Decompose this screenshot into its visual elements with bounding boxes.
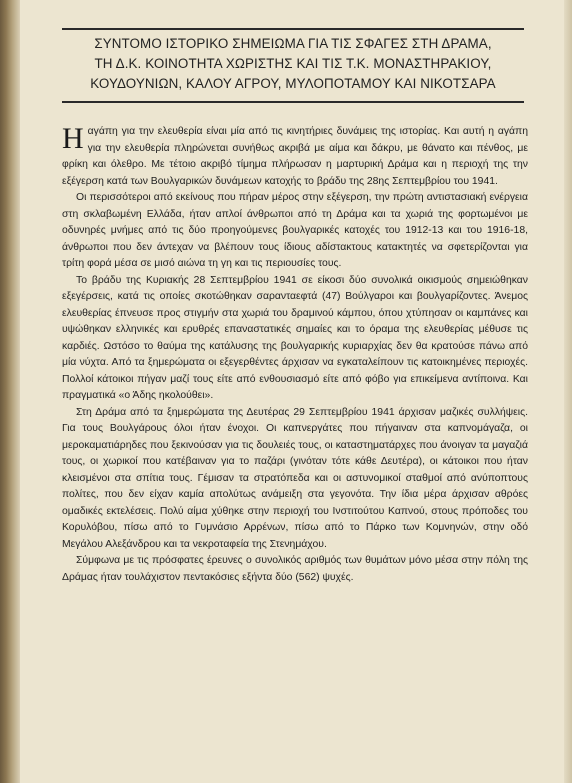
title-line-3: ΚΟΥΔΟΥΝΙΩΝ, ΚΑΛΟΥ ΑΓΡΟΥ, ΜΥΛΟΠΟΤΑΜΟΥ ΚΑΙ ΝΙΚΟΤΣΑΡΑ: [90, 76, 496, 91]
title-line-1: ΣΥΝΤΟΜΟ ΙΣΤΟΡΙΚΟ ΣΗΜΕΙΩΜΑ ΓΙΑ ΤΙΣ ΣΦΑΓΕΣ ΣΤΗ ΔΡΑΜΑ,: [94, 36, 492, 51]
page-binding-edge: [0, 0, 20, 783]
paragraph-1-text: αγάπη για την ελευθερία είναι μία από τις κινητήριες δυνάμεις της ιστορίας. Και αυτή η αγάπη για την ελευθερία πληρώνεται συνήθως ακριβά με αίμα και δάκρυ, με θάνατο και πένθος, με φρίκη και όλεθρο. Με τέτοιο ακριβό τίμημα πλήρωσαν η μαρτυρική Δράμα και η περιοχή της την εξέγερση κατά των Βουλγαρικών δυνάμεων κατοχής το βράδυ της 28ης Σεπτεμβρίου του 1941.: [62, 126, 528, 187]
document-body: [62, 124, 528, 586]
header-rule-top: [62, 28, 524, 30]
document-title: [62, 34, 524, 94]
drop-cap: Η: [62, 122, 84, 155]
header-rule-bottom: [62, 101, 524, 103]
paragraph-3: Το βράδυ της Κυριακής 28 Σεπτεμβρίου 1941 σε είκοσι δύο συνολικά οικισμούς σημειώθηκαν εξεγέρσεις, κατά τις οποίες σκοτώθηκαν σαρανταεφτά (47) Βούλγαροι και βουλγαρίζοντες. Άνεμος ελευθερίας έπνευσε προς στιγμήν στα χωριά του δραμινού κάμπου, όπου χτύπησαν οι καμπάνες και υψώθηκαν ελληνικές και ερυθρές επαναστατικές σημαίες και το όραμα της ελευθερίας μέθυσε τις καρδιές. Ωστόσο το θαύμα της κατάλυσης της βουλγαρικής κυριαρχίας δεν θα κρατούσε πάνω από μία νύχτα. Από τα ξημερώματα οι εξεγερθέντες άρχισαν να εγκαταλείπουν τις κατοικημένες περιοχές. Πολλοί κάτοικοι πήγαν μαζί τους είτε από ενθουσιασμό είτε από φόβο για επικείμενα αντίποινα. Και πραγματικά «ο Άδης ηκολούθει».: [62, 274, 528, 401]
title-line-2: ΤΗ Δ.Κ. ΚΟΙΝΟΤΗΤΑ ΧΩΡΙΣΤΗΣ ΚΑΙ ΤΙΣ Τ.Κ. ΜΟΝΑΣΤΗΡΑΚΙΟΥ,: [94, 56, 492, 71]
paragraph-2: Οι περισσότεροι από εκείνους που πήραν μέρος στην εξέγερση, την πρώτη αντιστασιακή ενέργεια στη σκλαβωμένη Ελλάδα, ήταν απλοί άνθρωποι από τη Δράμα και τα χωριά της φορτωμένοι με οδυνηρές μνήμες από τις δύο προηγούμενες βουλγαρικές κατοχές του 1912-13 και του 1916-18, άνθρωποι που δεν άντεχαν να βλέπουν τους ίδιους αδίστακτους κατακτητές να σφετερίζονται για τρίτη φορά μέσα σε μισό αιώνα τη γη και τις περιουσίες τους.: [62, 192, 528, 269]
page-right-edge: [564, 0, 572, 783]
paragraph-1: [62, 124, 528, 190]
paragraph-5: Σύμφωνα με τις πρόσφατες έρευνες ο συνολικός αριθμός των θυμάτων μόνο μέσα στην πόλη της Δράμας ήταν τουλάχιστον πεντακόσιες εξήντα δύο (562) ψυχές.: [62, 555, 528, 583]
paragraph-4: Στη Δράμα από τα ξημερώματα της Δευτέρας 29 Σεπτεμβρίου 1941 άρχισαν μαζικές συλλήψεις. Για τους Βουλγάρους όλοι ήταν ένοχοι. Οι καπνεργάτες που πήγαιναν στα καπνομάγαζα, οι μεροκαματιάρηδες που ξεκινούσαν για τις δουλειές τους, οι καταστηματάρχες που άνοιγαν τα μαγαζιά τους, οι χωρικοί που κατέβαιναν για το παζάρι (γινόταν τότε κάθε Δευτέρα), οι κάτοικοι που ήταν κλεισμένοι στα σπίτια τους. Γέμισαν τα στρατόπεδα και οι αστυνομικοί σταθμοί από ανύποπτους πολίτες, που δεν είχαν καμία απολύτως ανάμειξη στα γεγονότα. Την ίδια μέρα άρχισαν αθρόες ομαδικές εκτελέσεις. Πολύ αίμα χύθηκε στην περιοχή του Ινστιτούτου Καπνού, στους πρόποδες του Κορυλόβου, πίσω από το Γυμνάσιο Αρρένων, πίσω από το Πάρκο των Κομνηνών, στην οδό Μεγάλου Αλεξάνδρου και τα νεκροταφεία της Στενημάχου.: [62, 406, 528, 550]
